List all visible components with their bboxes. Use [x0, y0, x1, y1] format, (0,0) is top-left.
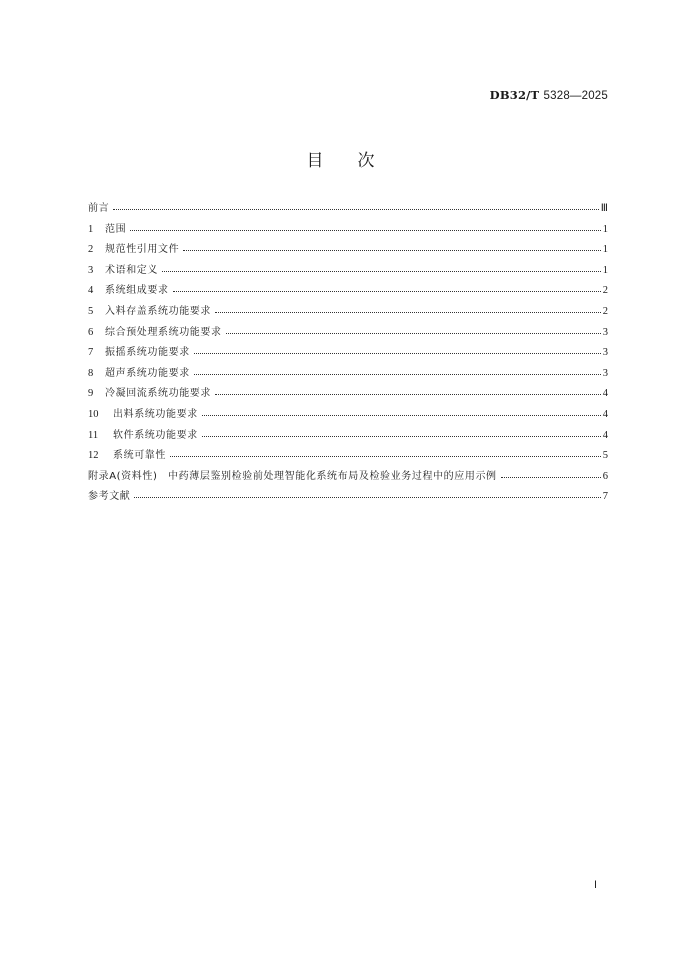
toc-dot-leader	[202, 428, 601, 438]
toc-entry[interactable]	[88, 220, 608, 241]
toc-entry-page: 1	[602, 223, 608, 235]
toc-entry-page: 3	[602, 347, 608, 359]
toc-dot-leader	[130, 222, 601, 232]
toc-entry-page: 2	[602, 305, 608, 317]
toc-entry-page: Ⅲ	[600, 203, 608, 214]
toc-entry-label: 振摇系统功能要求	[105, 347, 190, 359]
toc-entry-label: 规范性引用文件	[105, 244, 180, 256]
toc-entry-number: 11	[88, 429, 99, 441]
toc-entry-page: 3	[602, 367, 608, 379]
toc-title: 目次	[306, 151, 409, 171]
toc-dot-leader	[215, 304, 601, 314]
toc-dot-leader	[113, 201, 599, 211]
toc-entry-label: 超声系统功能要求	[105, 367, 190, 379]
toc-entry[interactable]	[88, 323, 608, 344]
toc-entry-number: 9	[88, 388, 94, 400]
toc-dot-leader	[134, 489, 600, 499]
toc-entry-number: 4	[88, 285, 94, 297]
standard-number: 5328—2025	[543, 90, 608, 102]
toc-entry-page: 7	[602, 491, 608, 503]
toc-entry[interactable]	[88, 446, 608, 467]
toc-entry[interactable]	[88, 261, 608, 282]
toc-entry-label: 系统可靠性	[113, 450, 166, 462]
toc-entry-page: 5	[602, 450, 608, 462]
toc-entry-label: 术语和定义	[105, 264, 158, 276]
table-of-contents	[88, 199, 608, 508]
toc-entry[interactable]	[88, 384, 608, 405]
toc-entry-number: 10	[88, 408, 99, 420]
toc-entry-label: 参考文献	[88, 491, 131, 503]
toc-entry[interactable]	[88, 426, 608, 447]
toc-entry-number: 3	[88, 264, 94, 276]
toc-dot-leader	[162, 263, 601, 273]
toc-entry-page: 4	[602, 408, 608, 420]
page-number: Ⅰ	[594, 880, 597, 891]
toc-entry-page: 6	[602, 470, 608, 482]
toc-entry-page: 1	[602, 264, 608, 276]
toc-dot-leader	[501, 469, 601, 479]
toc-dot-leader	[183, 242, 601, 252]
toc-dot-leader	[202, 407, 601, 417]
toc-entry-number: 5	[88, 305, 94, 317]
toc-entry-page: 2	[602, 285, 608, 297]
toc-entry[interactable]	[88, 343, 608, 364]
toc-entry-label: 软件系统功能要求	[113, 429, 198, 441]
toc-entry[interactable]	[88, 240, 608, 261]
toc-entry-page: 4	[602, 388, 608, 400]
toc-entry-label: 范围	[105, 223, 127, 235]
toc-entry-label: 前言	[88, 203, 110, 214]
toc-entry-number: 2	[88, 244, 94, 256]
toc-entry[interactable]	[88, 487, 608, 508]
standard-prefix: DB32/T	[489, 88, 540, 102]
toc-entry-label: 入料存盖系统功能要求	[105, 305, 211, 317]
toc-entry-number: 12	[88, 450, 99, 462]
toc-dot-leader	[215, 386, 601, 396]
toc-entry-number: 1	[88, 223, 94, 235]
toc-entry-label: 附录A(资料性) 中药薄层鉴别检验前处理智能化系统布局及检验业务过程中的应用示例	[88, 470, 497, 482]
toc-entry[interactable]	[88, 364, 608, 385]
toc-entry-label: 冷凝回流系统功能要求	[105, 388, 211, 400]
toc-entry[interactable]	[88, 405, 608, 426]
toc-entry-number: 6	[88, 326, 94, 338]
toc-dot-leader	[194, 366, 601, 376]
toc-dot-leader	[226, 325, 601, 335]
toc-entry-number: 7	[88, 347, 94, 359]
toc-entry-page: 4	[602, 429, 608, 441]
toc-entry[interactable]	[88, 199, 608, 220]
toc-entry[interactable]	[88, 281, 608, 302]
toc-entry-label: 系统组成要求	[105, 285, 169, 297]
toc-entry-page: 1	[602, 244, 608, 256]
toc-entry-page: 3	[602, 326, 608, 338]
toc-dot-leader	[173, 283, 601, 293]
standard-code	[490, 88, 608, 102]
toc-entry[interactable]	[88, 302, 608, 323]
toc-entry[interactable]	[88, 467, 608, 488]
toc-dot-leader	[170, 448, 601, 458]
toc-entry-label: 出料系统功能要求	[113, 408, 198, 420]
toc-dot-leader	[194, 345, 601, 355]
toc-entry-number: 8	[88, 367, 94, 379]
toc-entry-label: 综合预处理系统功能要求	[105, 326, 222, 338]
